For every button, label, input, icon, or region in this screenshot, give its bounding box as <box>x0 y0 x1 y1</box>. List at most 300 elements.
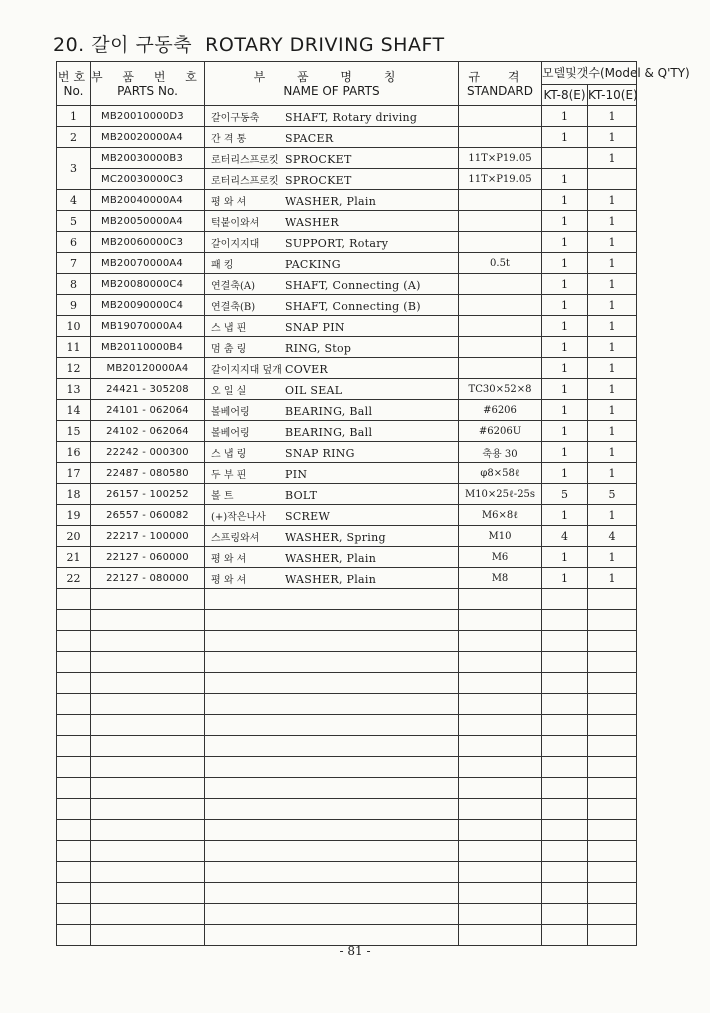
empty-cell <box>542 757 588 778</box>
empty-cell <box>542 652 588 673</box>
row-name-english: SHAFT, Connecting (A) <box>285 278 421 292</box>
row-qty-kt8: 1 <box>542 358 588 379</box>
row-name-english: WASHER, Plain <box>285 551 377 565</box>
empty-cell <box>459 862 542 883</box>
row-name <box>205 148 459 169</box>
row-qty-kt8: 1 <box>542 463 588 484</box>
row-name <box>205 463 459 484</box>
table-row <box>57 421 637 442</box>
row-name-english: PACKING <box>285 257 341 271</box>
row-qty-kt10: 1 <box>588 442 637 463</box>
empty-cell <box>205 778 459 799</box>
row-standard: 11T×P19.05 <box>459 148 542 169</box>
empty-row <box>57 799 637 820</box>
row-qty-kt10: 1 <box>588 190 637 211</box>
empty-cell <box>91 883 205 904</box>
row-qty-kt8: 1 <box>542 505 588 526</box>
row-name-korean: 볼베어링 <box>211 406 250 418</box>
empty-cell <box>91 736 205 757</box>
row-qty-kt8: 1 <box>542 106 588 127</box>
empty-cell <box>57 631 91 652</box>
empty-cell <box>588 820 637 841</box>
row-qty-kt10: 1 <box>588 505 637 526</box>
row-name <box>205 568 459 589</box>
table-row <box>57 316 637 337</box>
empty-cell <box>57 652 91 673</box>
table-row <box>57 253 637 274</box>
row-qty-kt10: 1 <box>588 358 637 379</box>
empty-cell <box>588 673 637 694</box>
row-name-english: BEARING, Ball <box>285 425 373 439</box>
empty-cell <box>542 610 588 631</box>
row-parts-no: 24101 - 062064 <box>91 400 205 421</box>
row-standard: M6 <box>459 547 542 568</box>
empty-cell <box>588 694 637 715</box>
empty-row <box>57 652 637 673</box>
header-model-qty: 모델및갯수(Model & Q'TY) <box>542 62 637 85</box>
row-qty-kt10: 1 <box>588 316 637 337</box>
row-qty-kt10: 1 <box>588 106 637 127</box>
row-name-korean: 스 냅 핀 <box>211 322 247 334</box>
row-no: 12 <box>57 358 91 379</box>
empty-cell <box>542 862 588 883</box>
row-no: 9 <box>57 295 91 316</box>
title-korean: 갈이 구동축 <box>91 34 193 56</box>
row-name <box>205 232 459 253</box>
row-name-korean: 멈 춤 링 <box>211 343 247 355</box>
empty-cell <box>205 841 459 862</box>
empty-cell <box>205 694 459 715</box>
row-standard: #6206U <box>459 421 542 442</box>
empty-cell <box>459 820 542 841</box>
table-row <box>57 337 637 358</box>
row-parts-no: MB20060000C3 <box>91 232 205 253</box>
table-row <box>57 463 637 484</box>
empty-cell <box>459 715 542 736</box>
row-name-korean: 갈이지지대 <box>211 238 260 250</box>
empty-row <box>57 925 637 946</box>
row-parts-no: MB20040000A4 <box>91 190 205 211</box>
row-qty-kt10: 1 <box>588 547 637 568</box>
row-qty-kt8: 4 <box>542 526 588 547</box>
empty-cell <box>459 631 542 652</box>
empty-row <box>57 610 637 631</box>
row-name-english: WASHER, Spring <box>285 530 386 544</box>
empty-cell <box>542 694 588 715</box>
row-parts-no: 22127 - 060000 <box>91 547 205 568</box>
empty-cell <box>542 841 588 862</box>
row-name-english: SHAFT, Rotary driving <box>285 110 418 124</box>
row-name <box>205 316 459 337</box>
empty-cell <box>57 883 91 904</box>
empty-cell <box>459 904 542 925</box>
table-row <box>57 379 637 400</box>
empty-cell <box>542 736 588 757</box>
empty-cell <box>57 673 91 694</box>
page-number: - 81 - <box>339 944 371 958</box>
row-name <box>205 547 459 568</box>
row-no: 13 <box>57 379 91 400</box>
row-name <box>205 421 459 442</box>
empty-cell <box>459 925 542 946</box>
table-row <box>57 505 637 526</box>
row-standard: M10×25ℓ-25s <box>459 484 542 505</box>
row-name <box>205 274 459 295</box>
row-parts-no: MB20120000A4 <box>91 358 205 379</box>
row-name-english: WASHER, Plain <box>285 572 377 586</box>
row-standard: 축용 30 <box>459 442 542 463</box>
empty-cell <box>57 799 91 820</box>
row-qty-kt8: 1 <box>542 232 588 253</box>
row-name-korean: 볼 트 <box>211 490 234 502</box>
row-qty-kt8: 1 <box>542 547 588 568</box>
empty-cell <box>57 841 91 862</box>
table-row <box>57 169 637 190</box>
page-title <box>53 30 445 57</box>
empty-cell <box>57 589 91 610</box>
empty-row <box>57 883 637 904</box>
empty-row <box>57 862 637 883</box>
empty-cell <box>91 589 205 610</box>
row-standard <box>459 337 542 358</box>
row-name-english: BEARING, Ball <box>285 404 373 418</box>
row-parts-no: 22217 - 100000 <box>91 526 205 547</box>
row-qty-kt8: 1 <box>542 379 588 400</box>
row-no: 16 <box>57 442 91 463</box>
row-qty-kt10 <box>588 169 637 190</box>
row-name-korean: 로터리스프로킷 <box>211 175 279 187</box>
row-name-korean: 연결축(A) <box>211 280 256 292</box>
empty-cell <box>542 925 588 946</box>
empty-cell <box>542 799 588 820</box>
row-name-korean: 두 부 핀 <box>211 469 247 481</box>
table-row <box>57 526 637 547</box>
table-row <box>57 442 637 463</box>
row-name-english: PIN <box>285 467 308 481</box>
row-name-korean: 로터리스프로킷 <box>211 154 279 166</box>
empty-row <box>57 820 637 841</box>
empty-cell <box>588 862 637 883</box>
header-standard: 규 격 STANDARD <box>459 62 542 106</box>
row-qty-kt8: 1 <box>542 169 588 190</box>
row-standard <box>459 358 542 379</box>
row-parts-no: 24102 - 062064 <box>91 421 205 442</box>
row-name-korean: 연결축(B) <box>211 301 256 313</box>
row-parts-no: 26157 - 100252 <box>91 484 205 505</box>
row-qty-kt8: 1 <box>542 568 588 589</box>
row-name-english: SPROCKET <box>285 173 352 187</box>
empty-cell <box>205 799 459 820</box>
empty-cell <box>588 799 637 820</box>
row-qty-kt8: 1 <box>542 190 588 211</box>
empty-cell <box>205 883 459 904</box>
row-standard <box>459 295 542 316</box>
row-name <box>205 253 459 274</box>
row-parts-no: 22127 - 080000 <box>91 568 205 589</box>
row-standard <box>459 274 542 295</box>
empty-cell <box>542 883 588 904</box>
table-row <box>57 148 637 169</box>
empty-cell <box>205 820 459 841</box>
empty-cell <box>57 757 91 778</box>
empty-cell <box>57 904 91 925</box>
row-standard: #6206 <box>459 400 542 421</box>
row-parts-no: 24421 - 305208 <box>91 379 205 400</box>
row-parts-no: MB19070000A4 <box>91 316 205 337</box>
empty-row <box>57 904 637 925</box>
empty-cell <box>588 883 637 904</box>
empty-cell <box>459 841 542 862</box>
row-no: 8 <box>57 274 91 295</box>
row-qty-kt10: 1 <box>588 127 637 148</box>
row-no: 17 <box>57 463 91 484</box>
row-qty-kt10: 1 <box>588 421 637 442</box>
table-row <box>57 211 637 232</box>
empty-cell <box>588 631 637 652</box>
empty-cell <box>205 757 459 778</box>
row-qty-kt8: 1 <box>542 400 588 421</box>
empty-cell <box>91 631 205 652</box>
row-no: 18 <box>57 484 91 505</box>
row-no: 6 <box>57 232 91 253</box>
empty-cell <box>542 589 588 610</box>
row-standard: 11T×P19.05 <box>459 169 542 190</box>
empty-cell <box>91 820 205 841</box>
row-standard <box>459 232 542 253</box>
row-qty-kt10: 4 <box>588 526 637 547</box>
table-row <box>57 484 637 505</box>
row-name <box>205 295 459 316</box>
empty-cell <box>205 652 459 673</box>
row-standard <box>459 106 542 127</box>
empty-cell <box>459 757 542 778</box>
empty-cell <box>588 589 637 610</box>
empty-row <box>57 841 637 862</box>
row-name <box>205 211 459 232</box>
header-no: 번호 No. <box>57 62 91 106</box>
empty-cell <box>588 925 637 946</box>
row-name-korean: 평 와 셔 <box>211 196 247 208</box>
empty-cell <box>91 841 205 862</box>
empty-cell <box>459 694 542 715</box>
row-name-english: BOLT <box>285 488 318 502</box>
empty-cell <box>205 715 459 736</box>
row-no: 10 <box>57 316 91 337</box>
row-parts-no: 22242 - 000300 <box>91 442 205 463</box>
title-english: ROTARY DRIVING SHAFT <box>205 34 445 56</box>
row-name-korean: 갈이지지대 덮개 <box>211 364 282 376</box>
row-no: 11 <box>57 337 91 358</box>
empty-row <box>57 589 637 610</box>
header-parts-no: 부 품 번 호 PARTS No. <box>91 62 205 106</box>
header-row <box>57 62 637 85</box>
empty-cell <box>588 841 637 862</box>
empty-cell <box>91 925 205 946</box>
empty-row <box>57 715 637 736</box>
row-name-english: OIL SEAL <box>285 383 343 397</box>
row-name-korean: 평 와 셔 <box>211 574 247 586</box>
row-name-korean: 평 와 셔 <box>211 553 247 565</box>
row-name <box>205 337 459 358</box>
row-qty-kt10: 1 <box>588 232 637 253</box>
row-name <box>205 127 459 148</box>
row-no: 15 <box>57 421 91 442</box>
empty-row <box>57 673 637 694</box>
row-parts-no: MB20090000C4 <box>91 295 205 316</box>
empty-cell <box>205 925 459 946</box>
empty-cell <box>57 694 91 715</box>
row-no: 22 <box>57 568 91 589</box>
empty-cell <box>459 778 542 799</box>
row-name-english: SPROCKET <box>285 152 352 166</box>
header-model-kt10: KT-10(E) <box>588 85 637 106</box>
row-qty-kt10: 5 <box>588 484 637 505</box>
row-name <box>205 379 459 400</box>
header-model-kt8: KT-8(E) <box>542 85 588 106</box>
row-parts-no: MB20080000C4 <box>91 274 205 295</box>
empty-cell <box>91 862 205 883</box>
row-name-english: WASHER, Plain <box>285 194 377 208</box>
empty-cell <box>91 610 205 631</box>
row-parts-no: MB20030000B3 <box>91 148 205 169</box>
table-row <box>57 358 637 379</box>
row-no: 19 <box>57 505 91 526</box>
row-no: 1 <box>57 106 91 127</box>
row-qty-kt10: 1 <box>588 400 637 421</box>
row-qty-kt10: 1 <box>588 337 637 358</box>
row-name-korean: 스프링와셔 <box>211 532 260 544</box>
table-row <box>57 274 637 295</box>
row-qty-kt10: 1 <box>588 274 637 295</box>
row-no: 2 <box>57 127 91 148</box>
row-parts-no: MB20070000A4 <box>91 253 205 274</box>
title-number: 20. <box>53 34 85 56</box>
row-name-korean: 스 냅 링 <box>211 448 247 460</box>
empty-cell <box>588 610 637 631</box>
empty-cell <box>91 715 205 736</box>
empty-cell <box>57 820 91 841</box>
row-qty-kt8: 1 <box>542 211 588 232</box>
row-name <box>205 106 459 127</box>
row-standard <box>459 190 542 211</box>
row-qty-kt8: 1 <box>542 295 588 316</box>
empty-row <box>57 694 637 715</box>
empty-cell <box>57 925 91 946</box>
table-row <box>57 295 637 316</box>
row-standard: TC30×52×8 <box>459 379 542 400</box>
row-name-english: SNAP RING <box>285 446 355 460</box>
empty-cell <box>57 778 91 799</box>
row-name-korean: 갈이구동축 <box>211 112 260 124</box>
table-row <box>57 127 637 148</box>
empty-cell <box>542 820 588 841</box>
empty-cell <box>542 673 588 694</box>
row-parts-no: MC20030000C3 <box>91 169 205 190</box>
empty-cell <box>588 715 637 736</box>
row-qty-kt8: 1 <box>542 337 588 358</box>
empty-cell <box>542 778 588 799</box>
empty-row <box>57 778 637 799</box>
row-qty-kt8: 1 <box>542 442 588 463</box>
row-qty-kt8: 1 <box>542 274 588 295</box>
row-qty-kt10: 1 <box>588 295 637 316</box>
row-name <box>205 505 459 526</box>
empty-cell <box>542 631 588 652</box>
row-parts-no: MB20110000B4 <box>91 337 205 358</box>
row-qty-kt10: 1 <box>588 568 637 589</box>
empty-cell <box>542 904 588 925</box>
empty-row <box>57 631 637 652</box>
row-qty-kt8: 1 <box>542 421 588 442</box>
row-standard <box>459 127 542 148</box>
empty-cell <box>459 610 542 631</box>
row-parts-no: 22487 - 080580 <box>91 463 205 484</box>
empty-cell <box>91 673 205 694</box>
row-qty-kt8: 1 <box>542 316 588 337</box>
row-name <box>205 442 459 463</box>
row-name <box>205 400 459 421</box>
row-name <box>205 358 459 379</box>
row-name-korean: 볼베어링 <box>211 427 250 439</box>
empty-cell <box>205 904 459 925</box>
row-qty-kt10: 1 <box>588 379 637 400</box>
empty-cell <box>588 757 637 778</box>
parts-table <box>56 61 690 946</box>
row-no: 5 <box>57 211 91 232</box>
row-parts-no: 26557 - 060082 <box>91 505 205 526</box>
empty-cell <box>205 631 459 652</box>
row-standard: 0.5t <box>459 253 542 274</box>
row-name-korean: 오 일 실 <box>211 385 247 397</box>
empty-cell <box>588 778 637 799</box>
table-row <box>57 400 637 421</box>
row-qty-kt8: 5 <box>542 484 588 505</box>
row-no: 7 <box>57 253 91 274</box>
empty-cell <box>459 799 542 820</box>
row-qty-kt10: 1 <box>588 148 637 169</box>
row-qty-kt8: 1 <box>542 127 588 148</box>
empty-cell <box>205 610 459 631</box>
empty-cell <box>57 862 91 883</box>
row-standard: M8 <box>459 568 542 589</box>
row-standard: M10 <box>459 526 542 547</box>
row-name-english: SHAFT, Connecting (B) <box>285 299 421 313</box>
row-name <box>205 190 459 211</box>
row-parts-no: MB20010000D3 <box>91 106 205 127</box>
table-row <box>57 547 637 568</box>
row-name-english: SNAP PIN <box>285 320 345 334</box>
row-name-english: SPACER <box>285 131 334 145</box>
row-standard <box>459 211 542 232</box>
row-qty-kt10: 1 <box>588 211 637 232</box>
row-parts-no: MB20020000A4 <box>91 127 205 148</box>
empty-cell <box>588 736 637 757</box>
empty-cell <box>205 736 459 757</box>
row-parts-no: MB20050000A4 <box>91 211 205 232</box>
row-qty-kt10: 1 <box>588 253 637 274</box>
empty-cell <box>459 652 542 673</box>
empty-cell <box>588 652 637 673</box>
empty-cell <box>57 610 91 631</box>
empty-cell <box>205 862 459 883</box>
empty-cell <box>588 904 637 925</box>
row-no: 21 <box>57 547 91 568</box>
empty-cell <box>91 757 205 778</box>
empty-cell <box>459 736 542 757</box>
empty-row <box>57 757 637 778</box>
table-row <box>57 232 637 253</box>
parts-table-body <box>57 106 637 946</box>
